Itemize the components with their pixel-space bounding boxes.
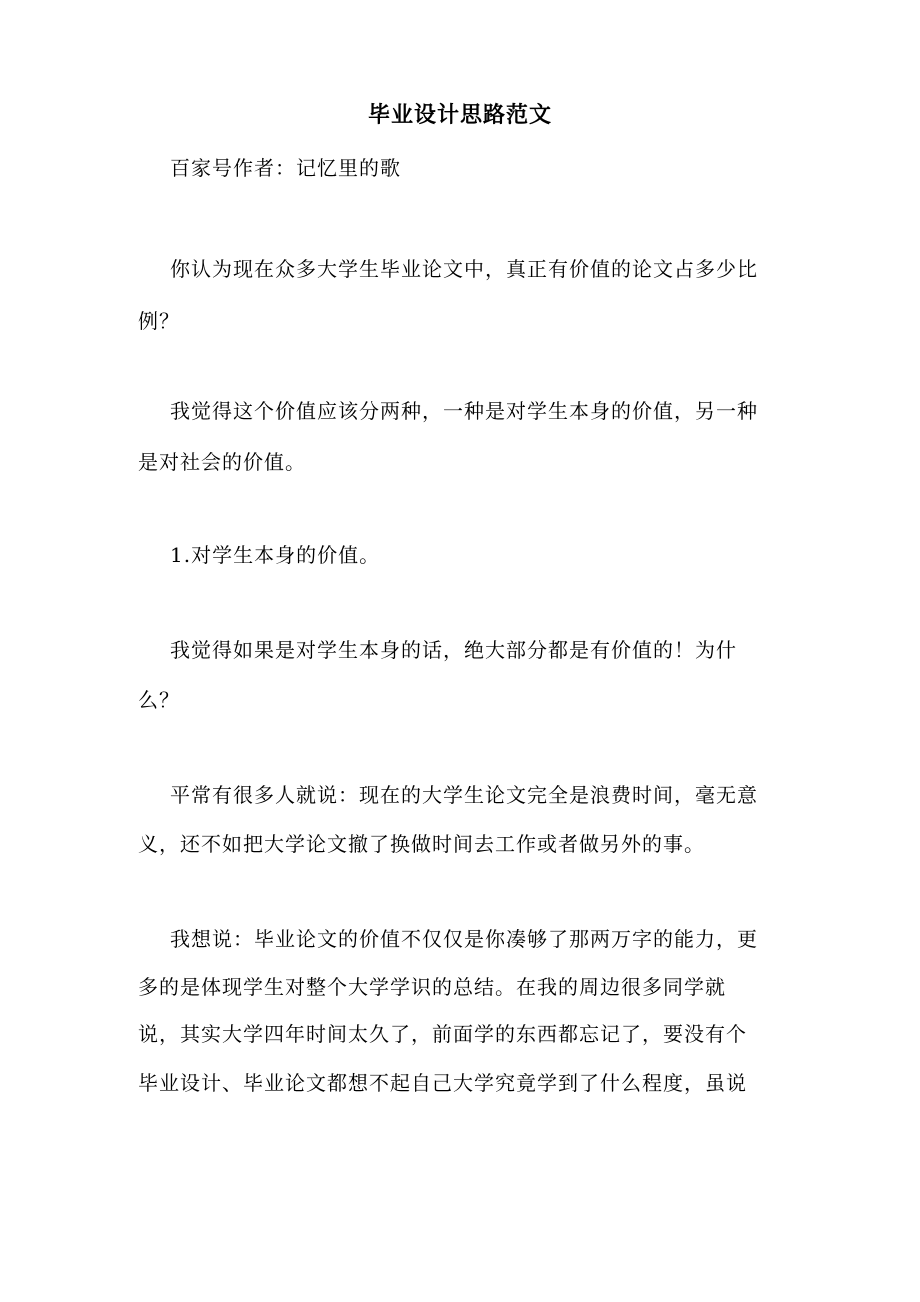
paragraph-line: 我觉得这个价值应该分两种，一种是对学生本身的价值，另一种	[170, 399, 758, 423]
document-title: 毕业设计思路范文	[367, 102, 552, 128]
paragraph-line: 平常有很多人就说：现在的大学生论文完全是浪费时间，毫无意	[170, 783, 758, 807]
paragraph-line: 毕业设计、毕业论文都想不起自己大学究竟学到了什么程度，虽说	[138, 1071, 747, 1095]
paragraph-line: 我觉得如果是对学生本身的话，绝大部分都是有价值的！为什	[170, 638, 737, 662]
paragraph-line: 是对社会的价值。	[138, 450, 306, 474]
paragraph-line: 说，其实大学四年时间太久了，前面学的东西都忘记了，要没有个	[138, 1022, 747, 1046]
paragraph-line: 多的是体现学生对整个大学学识的总结。在我的周边很多同学就	[138, 975, 726, 999]
paragraph-line: 你认为现在众多大学生毕业论文中，真正有价值的论文占多少比	[170, 257, 758, 281]
section-heading: 1.对学生本身的价值。	[170, 543, 381, 567]
paragraph-line: 么？	[138, 688, 180, 712]
paragraph-line: 我想说：毕业论文的价值不仅仅是你凑够了那两万字的能力，更	[170, 927, 758, 951]
paragraph-line: 义，还不如把大学论文撤了换做时间去工作或者做另外的事。	[138, 832, 705, 856]
paragraph-line: 例？	[138, 309, 180, 333]
author-line: 百家号作者：记忆里的歌	[170, 156, 401, 180]
